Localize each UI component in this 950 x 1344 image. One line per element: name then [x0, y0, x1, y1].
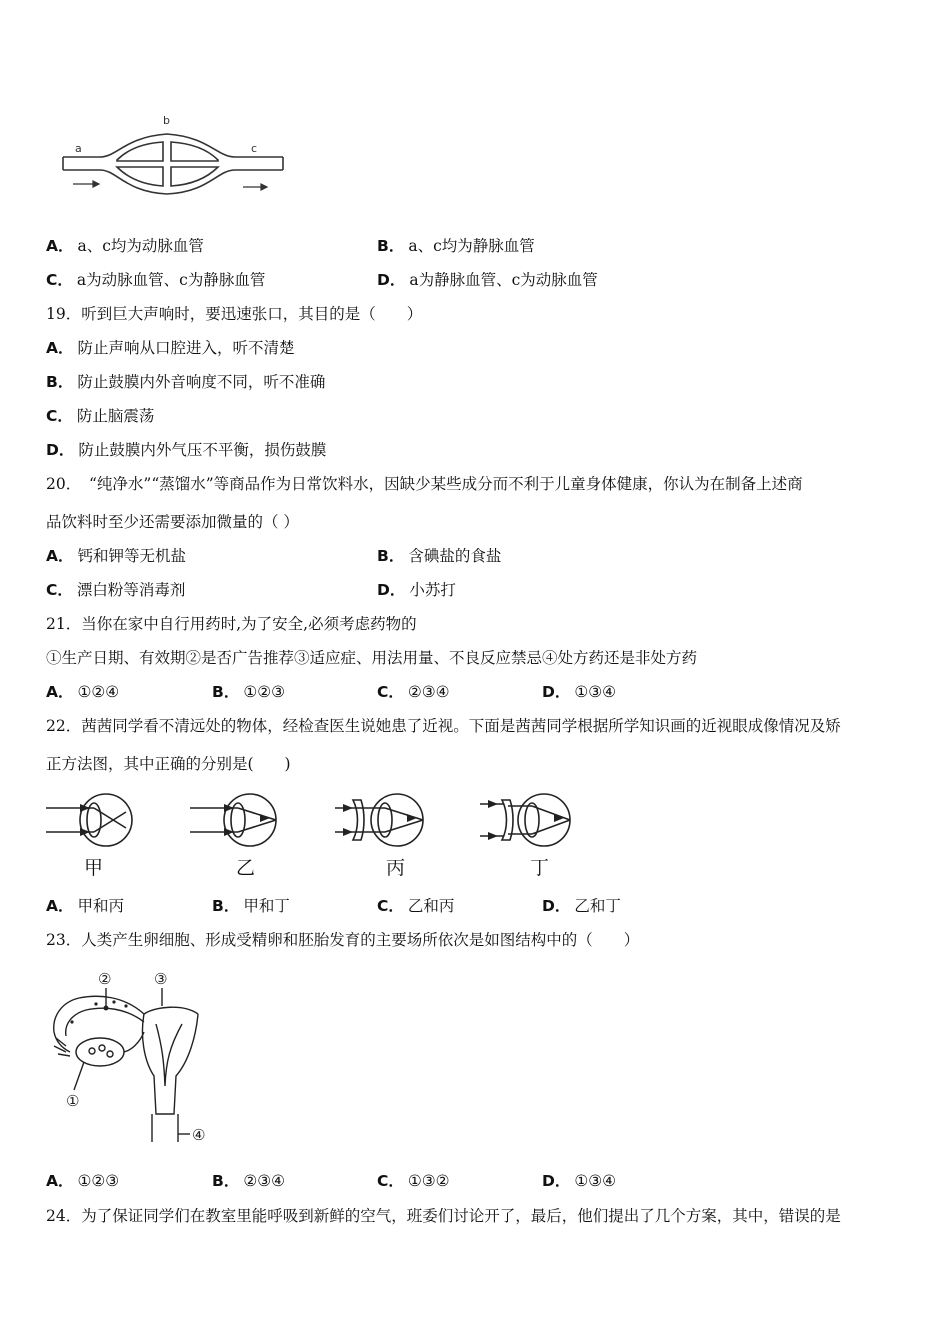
q23-stem: 23．人类产生卵细胞、形成受精卵和胚胎发育的主要场所依次是如图结构中的（ ）	[46, 931, 640, 949]
q20-option-a[interactable]: A． 钙和钾等无机盐	[46, 547, 187, 565]
q18-option-c[interactable]: C． a为动脉血管、c为静脉血管	[46, 271, 266, 289]
label-4: ④	[192, 1126, 206, 1144]
eye-diagram-bing	[333, 792, 433, 848]
q22-stem-line1: 22．茜茜同学看不清远处的物体，经检查医生说她患了近视。下面是茜茜同学根据所学知识画的近视眼成像情况及矫	[46, 717, 841, 735]
q20-option-d[interactable]: D． 小苏打	[377, 581, 456, 599]
q21-items: ①生产日期、有效期②是否广告推荐③适应症、用法用量、不良反应禁忌④处方药还是非处方药	[46, 649, 698, 667]
q19-option-b[interactable]: B． 防止鼓膜内外音响度不同，听不准确	[46, 373, 326, 391]
label-1: ①	[66, 1092, 80, 1110]
q19-option-c[interactable]: C． 防止脑震荡	[46, 407, 155, 425]
q22-option-d[interactable]: D． 乙和丁	[542, 897, 621, 915]
eye-diagram-jia	[44, 792, 144, 848]
q19-stem: 19．听到巨大声响时，要迅速张口，其目的是（ ）	[46, 305, 423, 323]
q21-option-b[interactable]: B． ①②③	[212, 683, 286, 701]
q21-stem: 21．当你在家中自行用药时,为了安全,必须考虑药物的	[46, 615, 417, 633]
female-reproductive-figure	[44, 966, 214, 1146]
label-2: ②	[98, 970, 112, 988]
q19-option-a[interactable]: A． 防止声响从口腔进入，听不清楚	[46, 339, 295, 357]
q21-option-d[interactable]: D． ①③④	[542, 683, 617, 701]
q18-option-b[interactable]: B． a、c均为静脉血管	[377, 237, 535, 255]
q23-option-c[interactable]: C． ①③②	[377, 1172, 450, 1190]
label-a: a	[75, 142, 82, 155]
eye-label-yi: 乙	[236, 857, 256, 879]
eye-diagram-ding	[478, 792, 578, 848]
q19-option-d[interactable]: D． 防止鼓膜内外气压不平衡，损伤鼓膜	[46, 441, 327, 459]
q18-option-d[interactable]: D． a为静脉血管、c为动脉血管	[377, 271, 598, 289]
q23-option-a[interactable]: A． ①②③	[46, 1172, 120, 1190]
q23-option-b[interactable]: B． ②③④	[212, 1172, 286, 1190]
q22-stem-line2: 正方法图，其中正确的分别是( )	[46, 755, 291, 773]
eye-label-jia: 甲	[84, 857, 104, 879]
eye-label-bing: 丙	[386, 857, 406, 879]
q22-option-b[interactable]: B． 甲和丁	[212, 897, 290, 915]
q22-option-a[interactable]: A． 甲和丙	[46, 897, 125, 915]
q20-stem-line2: 品饮料时至少还需要添加微量的（ ）	[46, 513, 299, 531]
label-3: ③	[154, 970, 168, 988]
q21-option-a[interactable]: A． ①②④	[46, 683, 120, 701]
q20-option-c[interactable]: C． 漂白粉等消毒剂	[46, 581, 186, 599]
label-b: b	[163, 114, 170, 127]
q24-stem: 24．为了保证同学们在教室里能呼吸到新鲜的空气，班委们讨论开了，最后，他们提出了几个方案，其中，错误的是	[46, 1207, 841, 1225]
q22-option-c[interactable]: C． 乙和丙	[377, 897, 455, 915]
q21-option-c[interactable]: C． ②③④	[377, 683, 450, 701]
eye-diagram-yi	[188, 792, 288, 848]
q23-option-d[interactable]: D． ①③④	[542, 1172, 617, 1190]
q18-option-a[interactable]: A． a、c均为动脉血管	[46, 237, 204, 255]
blood-vessel-figure	[55, 112, 295, 207]
eye-label-ding: 丁	[530, 857, 550, 879]
q20-option-b[interactable]: B． 含碘盐的食盐	[377, 547, 502, 565]
label-c: c	[251, 142, 258, 155]
q20-stem-line1: 20． “纯净水”“蒸馏水”等商品作为日常饮料水，因缺少某些成分而不利于儿童身体健康，你认为在制备上述商	[46, 475, 803, 493]
